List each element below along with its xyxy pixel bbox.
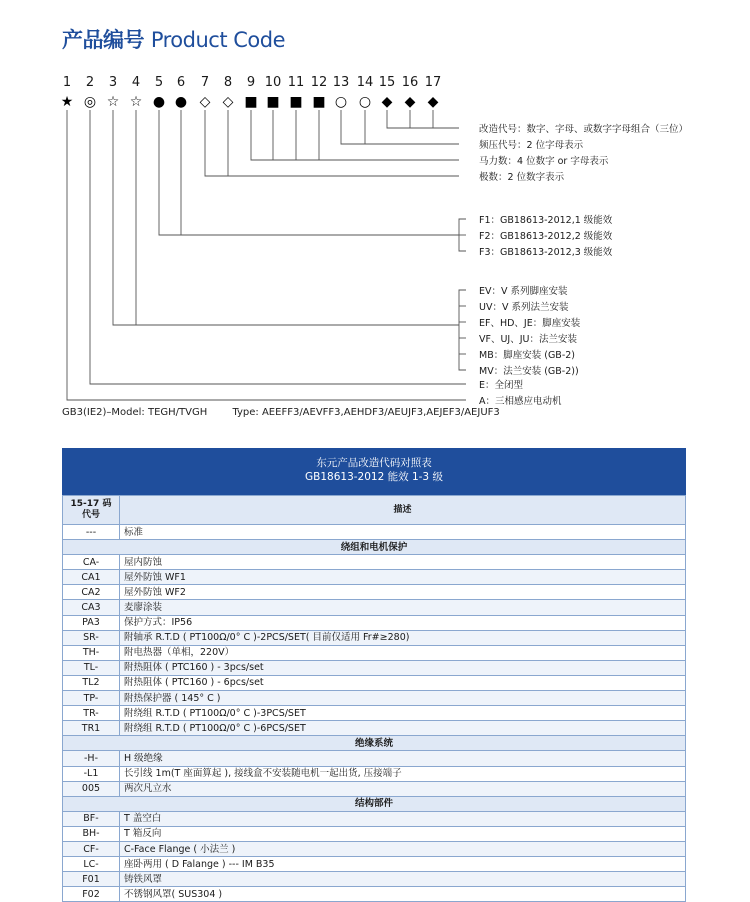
column-header-desc: 描述 [120,496,686,525]
code-symbol: ● [174,94,188,110]
table-row [63,675,686,690]
table-row [63,630,686,645]
column-header-code: 15-17 码 代号 [63,496,120,525]
position-number-row [63,75,441,90]
row-desc: 屋内防蚀 [120,555,686,570]
position-number: 3 [108,75,118,90]
code-symbol: ■ [244,94,258,110]
position-number: 7 [200,75,210,90]
callout-line-freq [341,110,365,144]
row-desc: 标准 [120,525,686,540]
row-code: TL2 [63,675,120,690]
code-symbol: ○ [358,94,372,110]
callout-line-enclosure [90,110,466,384]
table-row [63,555,686,570]
callout-line-poles [205,110,228,176]
row-code: -H- [63,751,120,766]
code-symbol: ■ [312,94,326,110]
callout-line-rev [387,110,459,128]
row-desc: 两次凡立水 [120,781,686,796]
row-desc: 附绕组 R.T.D ( PT100Ω/0° C )-6PCS/SET [120,721,686,736]
code-symbol: ◇ [222,94,234,110]
row-code: BF- [63,811,120,826]
row-desc: 屋外防蚀 WF2 [120,585,686,600]
row-desc: 屋外防蚀 WF1 [120,570,686,585]
row-desc: 附电热器（单相，220V） [120,645,686,660]
position-number: 8 [223,75,233,90]
position-number: 12 [310,75,328,90]
row-code: PA3 [63,615,120,630]
row-code: CA1 [63,570,120,585]
row-desc: 附热阻体 ( PTC160 ) - 3pcs/set [120,660,686,675]
model-text: GB3(IE2)–Model: TEGH/TVGH [62,407,208,418]
position-number: 5 [154,75,164,90]
position-number: 1 [62,75,72,90]
code-symbol: ☆ [129,94,143,110]
callout-ef: EF、HD、JE：脚座安装 [479,318,581,329]
row-desc: T 盖空白 [120,811,686,826]
callout-ev: EV：V 系列脚座安装 [479,286,568,297]
table-row [63,706,686,721]
position-number: 11 [287,75,305,90]
code-symbol: ■ [289,94,303,110]
position-number: 4 [131,75,141,90]
table-row [63,857,686,872]
code-symbol: ● [152,94,166,110]
row-code: F01 [63,872,120,887]
callout-mb: MB：脚座安装 (GB-2) [479,350,575,361]
callout-poles: 极数：2 位数字表示 [479,172,565,183]
table-row [63,570,686,585]
table-header [62,448,686,495]
modification-code-table [62,448,686,902]
callout-f3: F3：GB18613-2012,3 级能效 [479,247,613,258]
row-desc: 麦廖涂装 [120,600,686,615]
table-column-header [63,496,686,525]
callout-f2: F2：GB18613-2012,2 级能效 [479,231,613,242]
table-row [63,721,686,736]
row-code: BH- [63,826,120,841]
code-symbol: ◆ [404,94,416,110]
callout-rev: 改造代号：数字、字母、或数字字母组合（三位） [479,124,689,135]
row-desc: 附轴承 R.T.D ( PT100Ω/0° C )-2PCS/SET( 目前仅适用 Fr#≥280) [120,630,686,645]
callout-line-eff [159,110,181,235]
section-header [63,540,686,555]
row-desc: H 级绝缘 [120,751,686,766]
position-number: 16 [401,75,419,90]
row-code: CA2 [63,585,120,600]
page-title-en: Product Code [150,28,285,52]
bracket-mount [459,290,466,370]
type-text: Type: AEEFF3/AEVFF3,AEHDF3/AEUJF3,AEJEF3/AEJUF3 [232,407,500,418]
row-code: F02 [63,887,120,902]
table-row [63,826,686,841]
row-desc: 附热阻体 ( PTC160 ) - 6pcs/set [120,675,686,690]
section-header [63,796,686,811]
section-title: 绕组和电机保护 [63,540,686,555]
row-code: TR- [63,706,120,721]
row-code: CA- [63,555,120,570]
table-row [63,887,686,902]
row-code: TH- [63,645,120,660]
table-row [63,781,686,796]
position-number: 17 [424,75,442,90]
row-code: -L1 [63,766,120,781]
code-symbol: ○ [334,94,348,110]
row-desc: 保护方式：IP56 [120,615,686,630]
row-desc: 不锈钢风罩( SUS304 ) [120,887,686,902]
callout-f1: F1：GB18613-2012,1 级能效 [479,215,613,226]
position-number: 9 [246,75,256,90]
callout-lines [67,110,466,400]
callout-hp: 马力数：4 位数字 or 字母表示 [479,156,609,167]
callout-vf: VF、UJ、JU：法兰安装 [479,334,577,345]
code-symbol: ◎ [83,94,97,110]
row-code: CA3 [63,600,120,615]
row-code: TL- [63,660,120,675]
table-row [63,766,686,781]
row-desc: 铸铁风罩 [120,872,686,887]
code-table [62,495,686,902]
row-desc: C-Face Flange ( 小法兰 ) [120,841,686,856]
table-title: 东元产品改造代码对照表 [316,457,432,469]
row-code: LC- [63,857,120,872]
page-title-cn: 产品编号 [62,28,144,52]
table-row [63,841,686,856]
table-row [63,751,686,766]
table-row [63,660,686,675]
table-row [63,615,686,630]
code-symbol-row [61,94,439,110]
row-desc: 附绕组 R.T.D ( PT100Ω/0° C )-3PCS/SET [120,706,686,721]
position-number: 13 [332,75,350,90]
code-symbol: ★ [60,94,74,110]
position-number: 2 [85,75,95,90]
callout-mv: MV：法兰安装 (GB-2)) [479,366,579,377]
section-header [63,736,686,751]
code-symbol: ■ [266,94,280,110]
table-row [63,585,686,600]
table-row [63,872,686,887]
table-subtitle: GB18613-2012 能效 1-3 级 [305,471,443,483]
code-symbol: ◇ [199,94,211,110]
code-symbol: ◆ [427,94,439,110]
row-code: --- [63,525,120,540]
position-number: 14 [356,75,374,90]
position-number: 15 [378,75,396,90]
callout-line-mount [113,110,136,325]
position-number: 10 [264,75,282,90]
callout-e: E：全闭型 [479,380,524,391]
position-number: 6 [176,75,186,90]
row-desc: 附热保护器 ( 145° C ) [120,691,686,706]
row-code: SR- [63,630,120,645]
row-desc: 长引线 1m(T 座面算起 ), 接线盒不安装随电机一起出货, 压接端子 [120,766,686,781]
table-row [63,600,686,615]
product-code-diagram [0,0,750,440]
code-symbol: ◆ [381,94,393,110]
callout-uv: UV：V 系列法兰安装 [479,302,569,313]
callout-a: A：三相感应电动机 [479,396,562,407]
callout-line-type [67,110,466,400]
callout-line-hp [251,110,319,160]
table-row [63,691,686,706]
table-row [63,811,686,826]
callout-labels [479,123,688,407]
section-title: 绝缘系统 [63,736,686,751]
row-desc: 座卧两用 ( D Falange ) --- IM B35 [120,857,686,872]
row-code: CF- [63,841,120,856]
section-title: 结构部件 [63,796,686,811]
row-code: TR1 [63,721,120,736]
table-row [63,645,686,660]
callout-freq: 频压代号：2 位字母表示 [479,140,584,151]
code-symbol: ☆ [106,94,120,110]
row-desc: T 箱反向 [120,826,686,841]
row-code: TP- [63,691,120,706]
row-code: 005 [63,781,120,796]
model-line [62,407,500,418]
table-row [63,525,686,540]
